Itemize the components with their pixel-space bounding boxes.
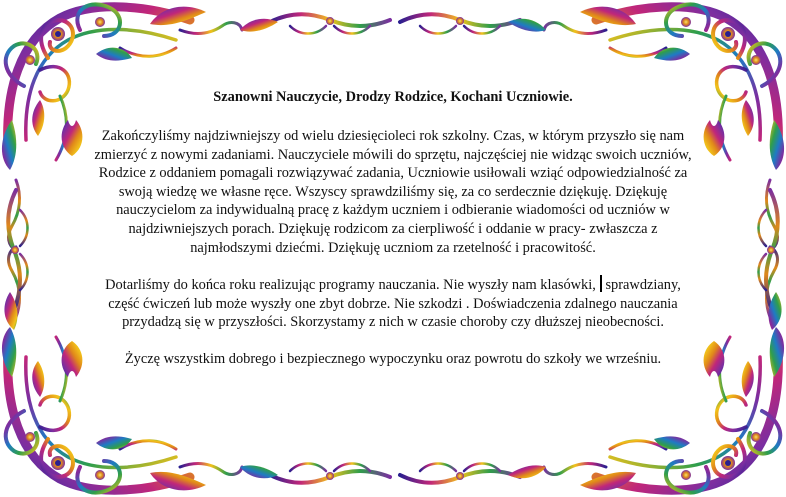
letter-body (88, 88, 698, 387)
paragraph-year-summary (88, 275, 698, 332)
text-cursor (600, 275, 602, 292)
paragraph-year-summary-text: Dotarliśmy do końca roku realizując programy nauczania. Nie wyszły nam klasówki, sprawdziany, część ćwiczeń lub może wyszły one zbyt dobrze. Nie szkodzi . Doświadczenia zdalnego nauczania przydadzą się w przyszłości. Skorzystamy z nich w czasie choroby czy dłuższej nieobecności. (105, 277, 681, 331)
letter-heading: Szanowni Nauczycie, Drodzy Rodzice, Kochani Uczniowie. (213, 89, 573, 105)
paragraph-thanks: Zakończyliśmy najdziwniejszy od wielu dziesięcioleci rok szkolny. Czas, w którym przyszło się nam zmierzyć z nowymi zadaniami. Nauczyciele mówili do sprzętu, najczęściej nie widząc swoich uczniów, Rodzice z oddaniem pomagali rozwiązywać zadania, Uczniowie usiłowali wziąć odpowiedzialność za swoją wiedzę we własne ręce. Wszyscy sprawdziliśmy się, za co serdecznie dziękuję. Dziękuję nauczycielom za indywidualną pracę z każdym uczniem i odbieranie wiadomości od uczniów w najdziwniejszych porach. Dziękuję rodzicom za cierpliwość i oddanie w pracy- zwłaszcza z najmłodszymi dziećmi. Dziękuję uczniom za rzetelność i pracowitość. (94, 128, 692, 256)
paragraph-wishes: Życzę wszystkim dobrego i bezpiecznego wypoczynku oraz powrotu do szkoły we wrześniu. (124, 350, 662, 367)
